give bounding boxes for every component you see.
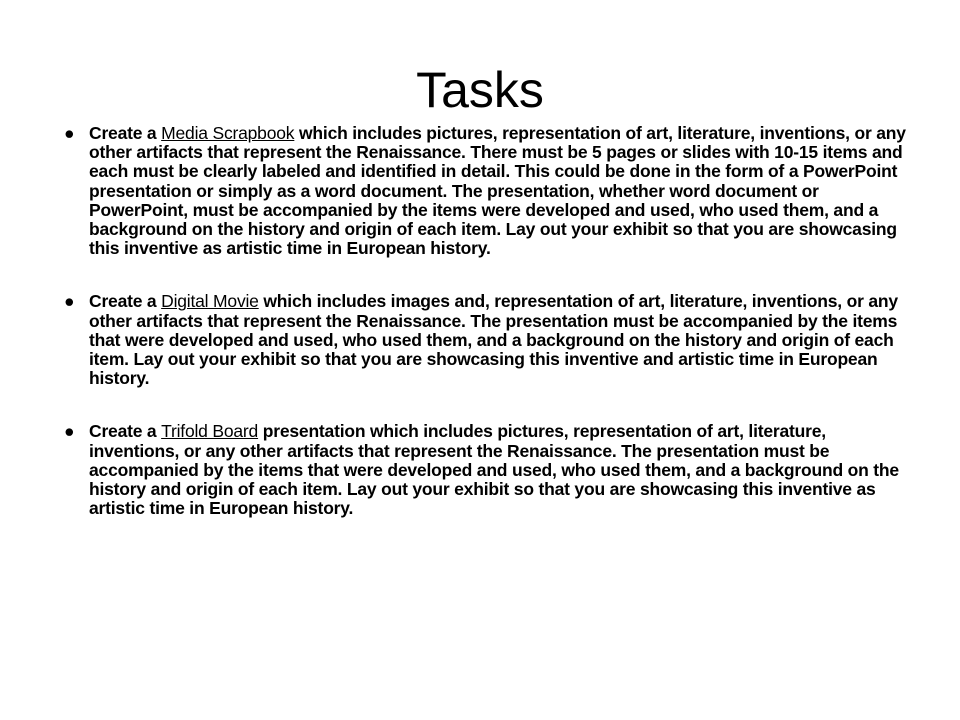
task-item-trifold-board (64, 422, 914, 518)
task-list (64, 124, 914, 552)
task-name-digital-movie: Digital Movie (161, 291, 259, 312)
task-description: presentation which includes pictures, representation of art, literature, inventions, or any other artifacts that represent the Renaissance. The presentation must be accompanied by the items that were developed and used, who used them, and a background on the history and origin of each item. Lay out your exhibit so that you are showcasing this inventive as artistic time in European history. (89, 421, 899, 519)
task-prefix: Create a (89, 421, 162, 442)
task-prefix: Create a (89, 291, 162, 312)
slide-title: Tasks (416, 62, 544, 118)
bullet-icon: ● (64, 123, 75, 143)
task-item-media-scrapbook (64, 124, 914, 258)
task-prefix: Create a (89, 123, 162, 143)
task-description: which includes images and, representation of art, literature, inventions, or any other artifacts that represent the Renaissance. The presentation must be accompanied by the items that were developed and used, who used them, and a background on the history and origin of each item. Lay out your exhibit so that you are showcasing this inventive and artistic time in European history. (89, 291, 898, 389)
task-name-media-scrapbook: Media Scrapbook (161, 123, 295, 143)
bullet-icon: ● (64, 421, 75, 442)
task-description: which includes pictures, representation of art, literature, inventions, or any other artifacts that represent the Renaissance. There must be 5 pages or slides with 10-15 items and each must be clearly labeled and identified in detail. This could be done in the form of a PowerPoint presentation or simply as a word document. The presentation, whether word document or PowerPoint, must be accompanied by the items were developed and used, who used them, and a background on the history and origin of each item. Lay out your exhibit so that you are showcasing this inventive as artistic time in European history. (89, 123, 906, 259)
task-item-digital-movie (64, 292, 914, 388)
task-name-trifold-board: Trifold Board (161, 421, 259, 442)
bullet-icon: ● (64, 291, 75, 312)
